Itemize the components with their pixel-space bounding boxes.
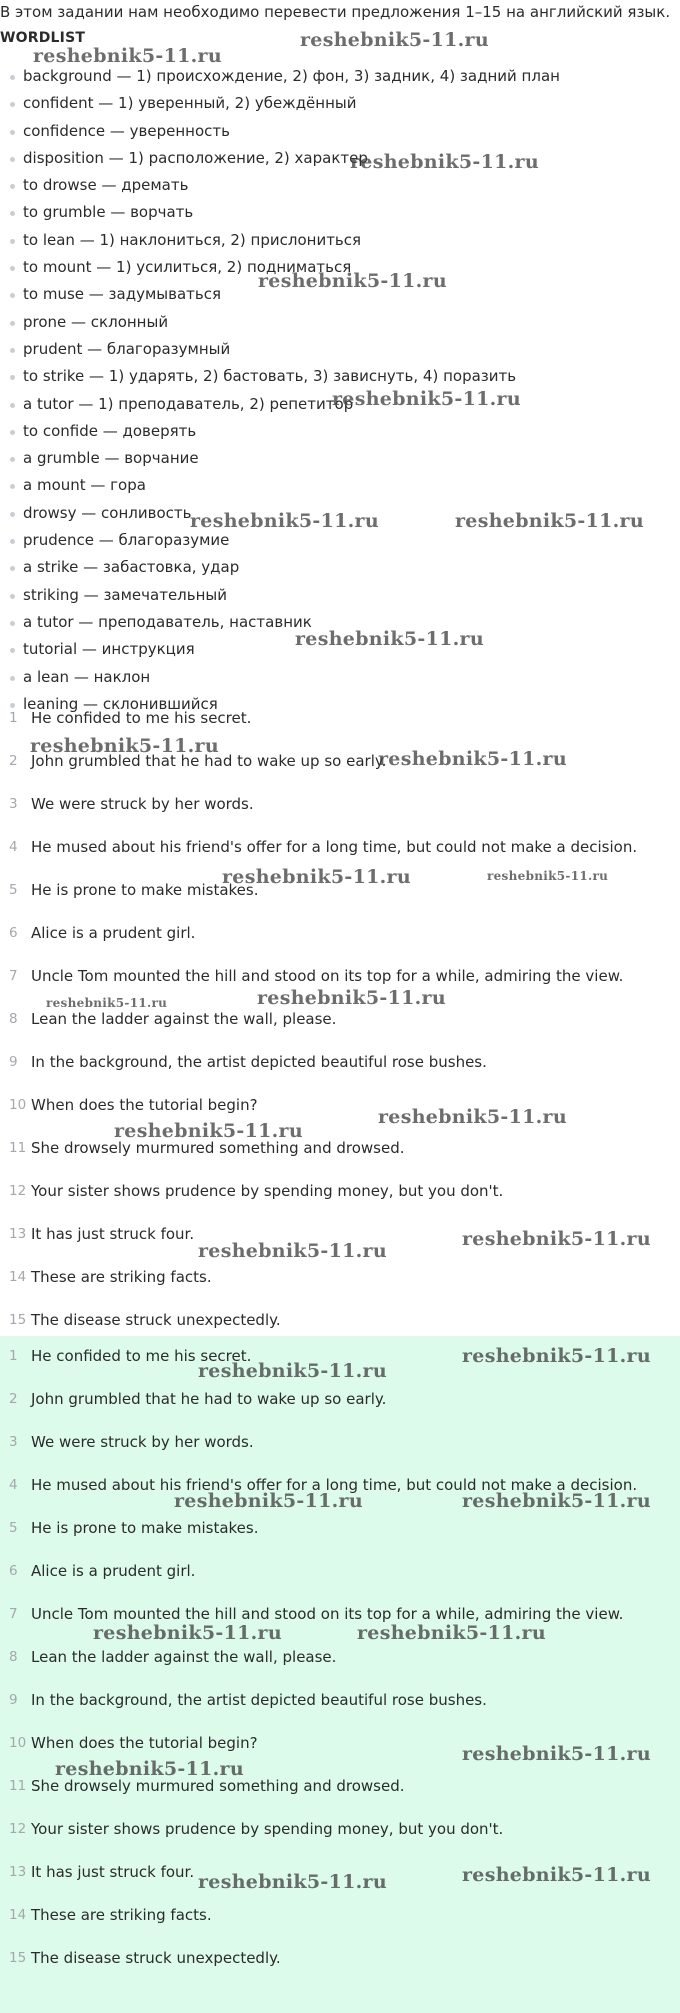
watermark: reshebnik5-11.ru [357,1622,546,1644]
watermark: reshebnik5-11.ru [198,1240,387,1262]
wordlist-item: a lean — наклон [0,664,560,691]
sentence-number: 4 [9,839,18,855]
sentence-number: 5 [9,882,18,898]
wordlist-item: confidence — уверенность [0,118,560,145]
watermark: reshebnik5-11.ru [378,1106,567,1128]
wordlist-item: background — 1) происхождение, 2) фон, 3) задник, 4) задний план [0,63,560,90]
watermark: reshebnik5-11.ru [174,1490,363,1512]
sentence-number: 6 [9,925,18,941]
task-intro: В этом задании нам необходимо перевести предложения 1–15 на английский язык. [0,3,671,21]
sentence-text: When does the tutorial begin? [31,1096,258,1114]
sentence-number: 11 [9,1140,27,1156]
sentence-number: 2 [9,1391,18,1407]
wordlist-item: to grumble — ворчать [0,199,560,226]
sentence-item [0,1179,680,1222]
sentence-text: These are striking facts. [31,1906,212,1924]
wordlist-item: to muse — задумываться [0,281,560,308]
wordlist-item: to drowse — дремать [0,172,560,199]
sentence-item [0,1050,680,1093]
sentence-text: Your sister shows prudence by spending money, but you don't. [31,1182,504,1200]
wordlist-item: confident — 1) уверенный, 2) убеждённый [0,90,560,117]
sentence-item [0,1093,680,1136]
sentence-text: We were struck by her words. [31,1433,254,1451]
watermark: reshebnik5-11.ru [257,987,446,1009]
sentence-text: He mused about his friend's offer for a long time, but could not make a decision. [31,1476,638,1494]
sentence-number: 1 [9,1348,18,1364]
watermark: reshebnik5-11.ru [30,735,219,757]
wordlist-item: a tutor — 1) преподаватель, 2) репетитор [0,391,560,418]
sentence-item [0,792,680,835]
sentence-number: 2 [9,753,18,769]
sentence-text: Alice is a prudent girl. [31,924,196,942]
sentence-text: In the background, the artist depicted beautiful rose bushes. [31,1691,487,1709]
sentence-number: 7 [9,968,18,984]
sentence-number: 10 [9,1097,27,1113]
watermark: reshebnik5-11.ru [114,1120,303,1142]
sentence-text: John grumbled that he had to wake up so early. [31,752,387,770]
watermark: reshebnik5-11.ru [462,1228,651,1250]
sentence-text: Alice is a prudent girl. [31,1562,196,1580]
wordlist-item: prudent — благоразумный [0,336,560,363]
sentence-text: Lean the ladder against the wall, please. [31,1648,337,1666]
sentence-number: 15 [9,1950,27,1966]
watermark: reshebnik5-11.ru [300,29,489,51]
wordlist-item: prone — склонный [0,309,560,336]
sentence-number: 12 [9,1821,27,1837]
watermark: reshebnik5-11.ru [462,1490,651,1512]
sentence-number: 11 [9,1778,27,1794]
sentence-text: John grumbled that he had to wake up so early. [31,1390,387,1408]
sentence-text: He is prone to make mistakes. [31,1519,259,1537]
sentence-item [0,1136,680,1179]
wordlist-item: tutorial — инструкция [0,636,560,663]
watermark: reshebnik5-11.ru [93,1622,282,1644]
wordlist-item: prudence — благоразумие [0,527,560,554]
sentence-text: He mused about his friend's offer for a long time, but could not make a decision. [31,838,638,856]
sentence-text: The disease struck unexpectedly. [31,1949,281,1967]
sentence-number: 3 [9,796,18,812]
wordlist-item: leaning — склонившийся [0,691,560,718]
watermark: reshebnik5-11.ru [378,748,567,770]
sentence-number: 8 [9,1011,18,1027]
sentence-text: The disease struck unexpectedly. [31,1311,281,1329]
sentence-number: 14 [9,1907,27,1923]
watermark: reshebnik5-11.ru [462,1345,651,1367]
wordlist-item: disposition — 1) расположение, 2) характер [0,145,560,172]
wordlist-item: to lean — 1) наклониться, 2) прислониться [0,227,560,254]
sentence-number: 5 [9,1520,18,1536]
watermark: reshebnik5-11.ru [462,1743,651,1765]
watermark: reshebnik5-11.ru [295,628,484,650]
sentence-text: It has just struck four. [31,1225,195,1243]
wordlist-item: drowsy — сонливость [0,500,560,527]
watermark: reshebnik5-11.ru [33,45,222,67]
sentence-number: 13 [9,1226,27,1242]
sentence-text: When does the tutorial begin? [31,1734,258,1752]
watermark: reshebnik5-11.ru [462,1864,651,1886]
watermark: reshebnik5-11.ru [190,510,379,532]
watermark: reshebnik5-11.ru [332,388,521,410]
sentence-text: Uncle Tom mounted the hill and stood on its top for a while, admiring the view. [31,967,624,985]
sentence-text: Uncle Tom mounted the hill and stood on its top for a while, admiring the view. [31,1605,624,1623]
sentence-number: 3 [9,1434,18,1450]
sentence-number: 1 [9,710,18,726]
watermark: reshebnik5-11.ru [222,866,411,888]
sentence-text: These are striking facts. [31,1268,212,1286]
wordlist-item: a strike — забастовка, удар [0,554,560,581]
sentence-number: 14 [9,1269,27,1285]
sentence-text: He is prone to make mistakes. [31,881,259,899]
sentence-number: 9 [9,1054,18,1070]
sentence-text: She drowsely murmured something and drowsed. [31,1139,405,1157]
watermark: reshebnik5-11.ru [258,270,447,292]
sentence-number: 12 [9,1183,27,1199]
sentence-text: In the background, the artist depicted beautiful rose bushes. [31,1053,487,1071]
watermark: reshebnik5-11.ru [46,996,168,1010]
sentence-text: Your sister shows prudence by spending money, but you don't. [31,1820,504,1838]
watermark: reshebnik5-11.ru [487,869,609,883]
sentence-text: Lean the ladder against the wall, please. [31,1010,337,1028]
sentence-text: She drowsely murmured something and drowsed. [31,1777,405,1795]
sentences-section-highlighted [0,1336,680,2013]
sentence-text: He confided to me his secret. [31,1347,252,1365]
wordlist-item: to strike — 1) ударять, 2) бастовать, 3) зависнуть, 4) поразить [0,363,560,390]
wordlist-item: to confide — доверять [0,418,560,445]
wordlist-item: a tutor — преподаватель, наставник [0,609,560,636]
watermark: reshebnik5-11.ru [55,1758,244,1780]
watermark: reshebnik5-11.ru [350,151,539,173]
sentence-item [0,1265,680,1308]
sentence-text: We were struck by her words. [31,795,254,813]
sentence-number: 6 [9,1563,18,1579]
watermark: reshebnik5-11.ru [198,1360,387,1382]
wordlist-item: striking — замечательный [0,582,560,609]
watermark: reshebnik5-11.ru [455,510,644,532]
sentence-number: 15 [9,1312,27,1328]
sentence-item [0,1007,680,1050]
wordlist-item: a mount — гора [0,472,560,499]
sentence-number: 9 [9,1692,18,1708]
sentence-item [0,921,680,964]
sentence-number: 7 [9,1606,18,1622]
sentence-text: He confided to me his secret. [31,709,252,727]
wordlist-item: a grumble — ворчание [0,445,560,472]
wordlist-item: to mount — 1) усилиться, 2) подниматься [0,254,560,281]
sentence-number: 8 [9,1649,18,1665]
watermark: reshebnik5-11.ru [198,1871,387,1893]
sentence-number: 4 [9,1477,18,1493]
wordlist-title: WORDLIST [0,30,86,46]
sentence-text: It has just struck four. [31,1863,195,1881]
sentence-number: 13 [9,1864,27,1880]
sentence-number: 10 [9,1735,27,1751]
